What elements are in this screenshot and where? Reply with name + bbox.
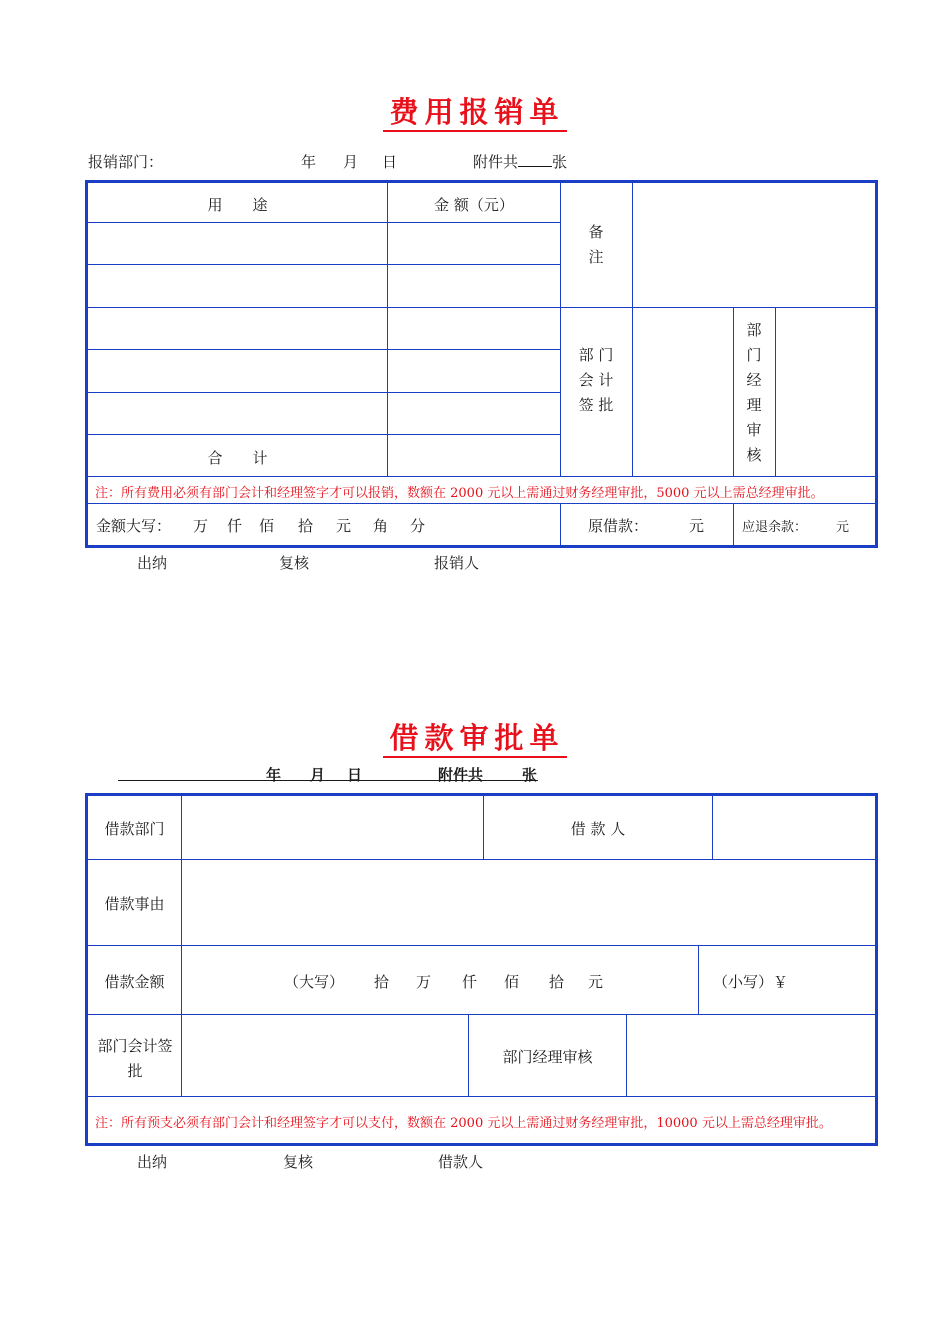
- expense-note: 注：所有费用必须有部门会计和经理签字才可以报销，数额在 2000 元以上需通过财务经理审批，5000 元以上需总经理审批。: [95, 486, 824, 501]
- loan-amount-label: 借款金额: [104, 973, 165, 991]
- unit-wan: 万: [193, 517, 209, 535]
- loan-manager-label: 部门经理审核: [502, 1048, 593, 1066]
- loan-attachments-unit: 张: [522, 766, 538, 784]
- loan-unit-wan: 万: [416, 973, 432, 991]
- loan-review-label: 复核: [283, 1153, 314, 1171]
- loan-unit-shi-wan: 拾: [374, 973, 390, 991]
- unit-fen: 分: [410, 517, 426, 535]
- borrower-label: 借 款 人: [570, 820, 626, 838]
- loan-title: 借款审批单: [0, 716, 950, 757]
- year-label: 年: [301, 153, 317, 171]
- remark-label: 备注: [588, 223, 604, 266]
- unit-bai: 佰: [259, 517, 275, 535]
- loan-unit-qian: 仟: [462, 973, 478, 991]
- loan-attachments-label: 附件共: [438, 766, 484, 784]
- total-label: 合 计: [207, 449, 268, 467]
- cashier-label: 出纳: [137, 554, 168, 572]
- claimant-label: 报销人: [434, 554, 480, 572]
- loan-unit-shi: 拾: [549, 973, 565, 991]
- loan-day-label: 日: [347, 766, 363, 784]
- loan-accountant-label: 部门会计签批: [97, 1037, 173, 1080]
- review-label: 复核: [279, 554, 310, 572]
- loan-month-label: 月: [310, 766, 326, 784]
- loan-caps-label: （大写）: [284, 973, 345, 991]
- day-label: 日: [382, 153, 398, 171]
- loan-reason-label: 借款事由: [104, 895, 165, 913]
- loan-note: 注：所有预支必须有部门会计和经理签字才可以支付，数额在 2000 元以上需通过财务经理审批，10000 元以上需总经理审批。: [95, 1116, 832, 1131]
- loan-unit-yuan: 元: [588, 973, 604, 991]
- loan-year-label: 年: [266, 766, 282, 784]
- refund-label: 应退余款：: [742, 520, 808, 535]
- purpose-header: 用 途: [207, 196, 268, 214]
- loan-small-label: （小写）￥: [713, 973, 789, 991]
- loan-dept-label: 借款部门: [104, 820, 165, 838]
- loan-cashier-label: 出纳: [137, 1153, 168, 1171]
- loan-unit-bai: 佰: [504, 973, 520, 991]
- attachments-label: 附件共 张: [473, 153, 568, 171]
- original-loan-unit: 元: [689, 517, 705, 535]
- loan-borrower-footer: 借款人: [438, 1153, 484, 1171]
- loan-table: [85, 793, 878, 1146]
- original-loan-label: 原借款：: [588, 517, 649, 535]
- refund-unit: 元: [836, 520, 850, 535]
- unit-yuan: 元: [336, 517, 352, 535]
- amount-header: 金 额（元）: [434, 196, 514, 214]
- unit-qian: 仟: [227, 517, 243, 535]
- expense-title: 费用报销单: [0, 90, 950, 131]
- amount-caps-label: 金额大写：: [96, 517, 172, 535]
- unit-shi: 拾: [298, 517, 314, 535]
- accountant-sign-label: 部 门会 计签 批: [578, 346, 614, 414]
- manager-review-label: 部门经理审核: [746, 321, 762, 464]
- month-label: 月: [343, 153, 359, 171]
- unit-jiao: 角: [373, 517, 389, 535]
- dept-label: 报销部门：: [88, 153, 164, 171]
